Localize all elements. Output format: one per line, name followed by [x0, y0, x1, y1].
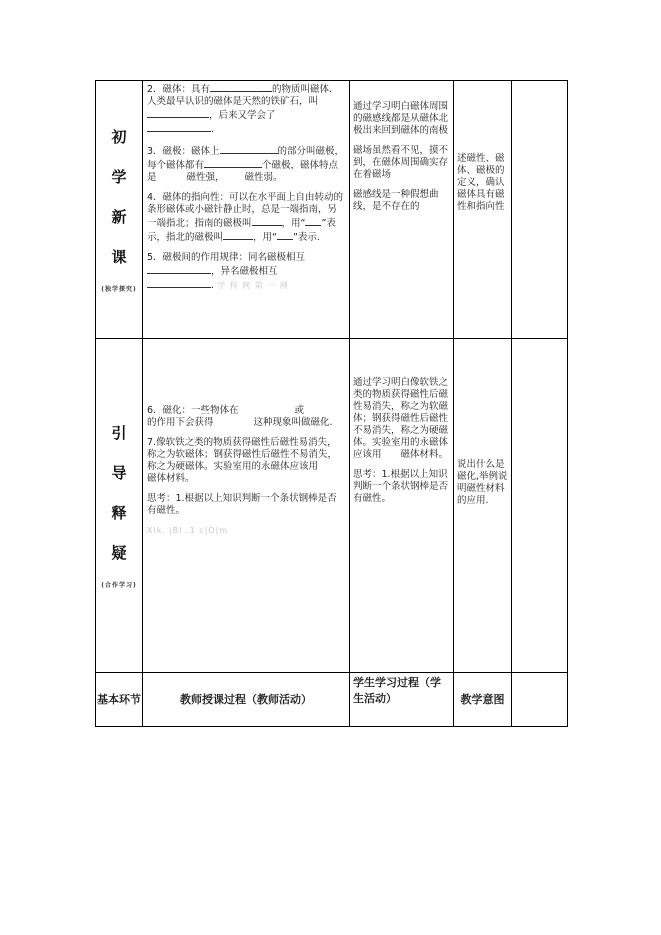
item-soft-hard: 7.像软铁之类的物质获得磁性后磁性易消失，称之为软磁体；钢获得磁性后磁性不易消失，称之为硬磁体。实验室用的永磁体应该用 磁体材料。 [147, 437, 338, 484]
intent-text: 述磁性、磁体、磁极的定义，确认磁体具有磁性和指向性 [457, 153, 505, 212]
teacher-activity-cell [143, 339, 350, 673]
intent-text: 说出什么是磁化,举例说明磁性材料的应用. [457, 459, 508, 506]
student-note: 通过学习明白磁体周围的磁感线都是从磁体北极出来回到磁体的南极 [353, 101, 449, 136]
empty-cell [512, 81, 568, 339]
phase-char: 新 [111, 207, 127, 226]
phase-char: 引 [111, 423, 127, 442]
empty-cell [512, 673, 568, 727]
student-note: 通过学习明白像软铁之类的物质获得磁性后磁性易消失，称之为软磁体；钢获得磁性后磁性不易消失，称之为硬磁体。实验室用的永磁体应该用 磁体材料。 [353, 377, 449, 460]
item-direction: 4．磁体的指向性：可以在水平面上自由转动的条形磁体或小磁针静止时，总是一端指南，另一端指北；指南的磁极叫 ，用“ ”表示，指北的磁极叫 ，用“ ”表示. [147, 192, 344, 243]
student-note: 思考：1.根据以上知识判断一个条状钢棒是否有磁性。 [353, 469, 449, 504]
table-row-new-lesson [96, 81, 568, 339]
item-magnetization: 6．磁化：一些物体在 或 的作用下会获得 这种现象叫做磁化. [147, 405, 333, 428]
phase-char: 学 [111, 167, 127, 186]
header-teaching-intent: 教学意图 [454, 673, 512, 727]
student-activity-cell [350, 81, 454, 339]
student-activity-cell [350, 339, 454, 673]
item-interaction: 5．磁极间的作用规律：同名磁极相互 ，异名磁极相互 . 学 科 网 第 一 网 [147, 252, 306, 291]
phase-subtitle: (独学探究) [101, 285, 137, 293]
phase-cell-guided [96, 339, 143, 673]
header-basic-step: 基本环节 [96, 673, 143, 727]
phase-char: 疑 [111, 543, 127, 562]
phase-char: 释 [111, 503, 127, 522]
watermark-text: 学 科 网 第 一 网 [217, 281, 289, 290]
item-pole: 3．磁极：磁体上 的部分叫磁极，每个磁体都有 个磁极，磁体特点是 磁性强， 磁性弱。 [147, 146, 345, 183]
intent-cell [454, 81, 512, 339]
student-note: 磁场虽然看不见，摸不到，在磁体周围确实存在着磁场 [353, 145, 449, 180]
table-row-guided [96, 339, 568, 673]
phase-char: 导 [111, 463, 127, 482]
table-header-row [96, 673, 568, 727]
phase-char: 初 [111, 127, 127, 146]
student-note: 磁感线是一种假想曲线，是不存在的 [353, 189, 439, 212]
teacher-activity-cell [143, 81, 350, 339]
phase-char: 课 [111, 247, 127, 266]
lesson-plan-table [95, 80, 568, 727]
think-question: 思考：1.根据以上知识判断一个条状钢棒是否有磁性。 [147, 493, 337, 516]
empty-cell [512, 339, 568, 673]
header-student-process: 学生学习过程（学生活动） [350, 673, 454, 727]
intent-cell [454, 339, 512, 673]
item-magnet: 2．磁体：具有 的物质叫磁体．人类最早认识的磁体是天然的铁矿石，叫，后来又学会了 . [147, 84, 339, 135]
watermark-text: Xlk. jBI .1 c|O|m [147, 526, 229, 535]
phase-subtitle: (合作学习) [101, 581, 137, 589]
phase-cell-new-lesson [96, 81, 143, 339]
header-teacher-process: 教师授课过程（教师活动） [143, 673, 350, 727]
